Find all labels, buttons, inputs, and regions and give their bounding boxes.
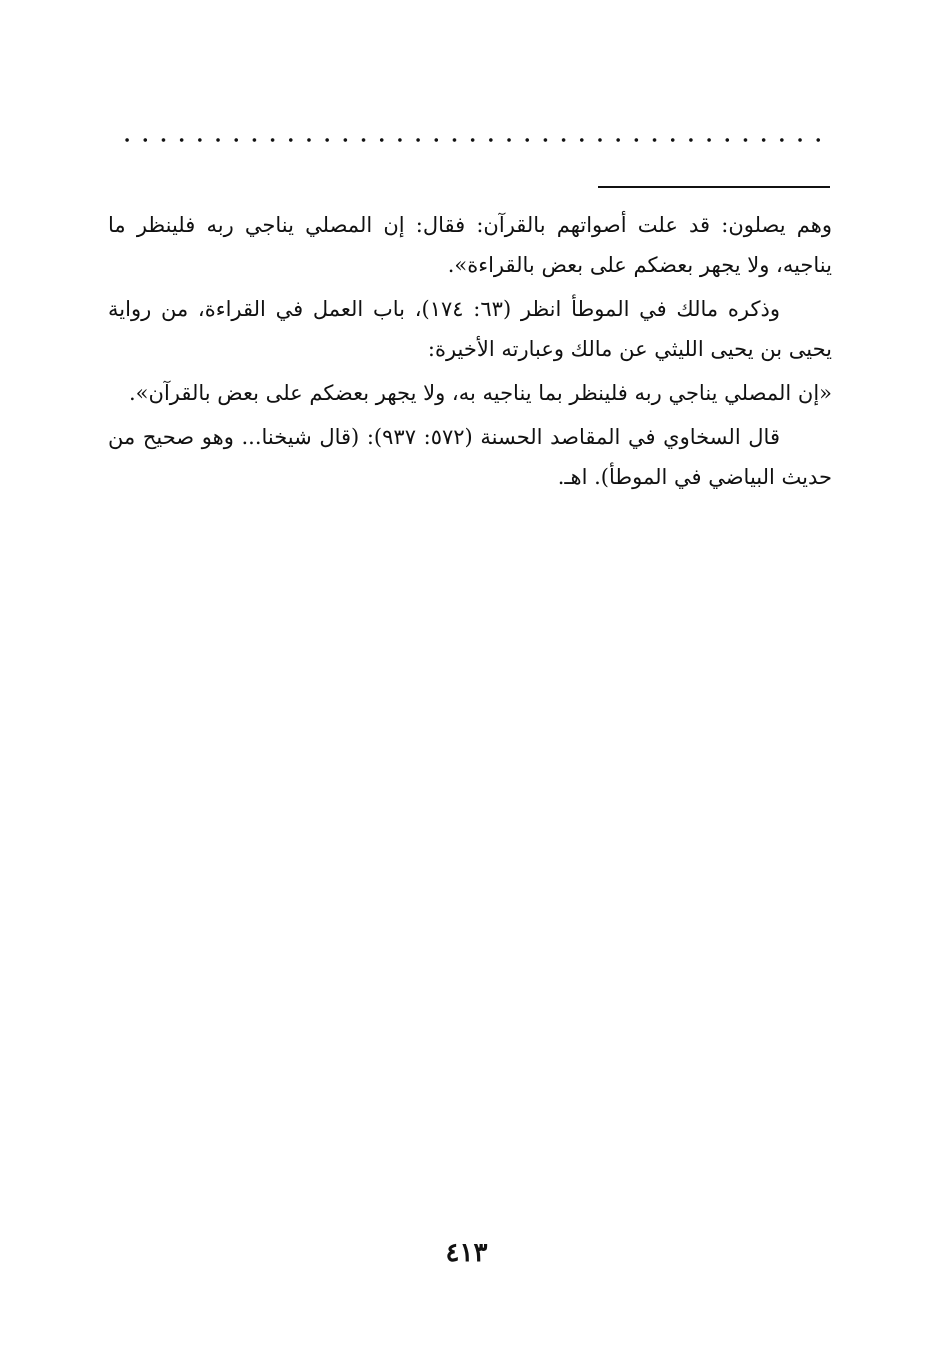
footnote-paragraph: قال السخاوي في المقاصد الحسنة (٥٧٢: ٩٣٧): (قال شيخنا... وهو صحيح من حديث البياضي في الموطأ). اهـ. (108, 425, 832, 489)
dotted-separator (118, 136, 830, 144)
footnote-quote-paragraph: «إن المصلي يناجي ربه فلينظر بما يناجيه به، ولا يجهر بعضكم على بعض بالقرآن». (129, 381, 832, 405)
footnote-separator-line (598, 186, 830, 188)
footnote-paragraph: وهم يصلون: قد علت أصواتهم بالقرآن: فقال: إن المصلي يناجي ربه فلينظر ما يناجيه، ولا يجهر بعضكم على بعض بالقراءة». (108, 213, 832, 277)
footnote-body (108, 205, 832, 501)
footnote-paragraph: وذكره مالك في الموطأ انظر (٦٣: ١٧٤)، باب العمل في القراءة، من رواية يحيى بن يحيى الليثي عن مالك وعبارته الأخيرة: (108, 297, 832, 361)
page-number: ٤١٣ (445, 1238, 488, 1268)
